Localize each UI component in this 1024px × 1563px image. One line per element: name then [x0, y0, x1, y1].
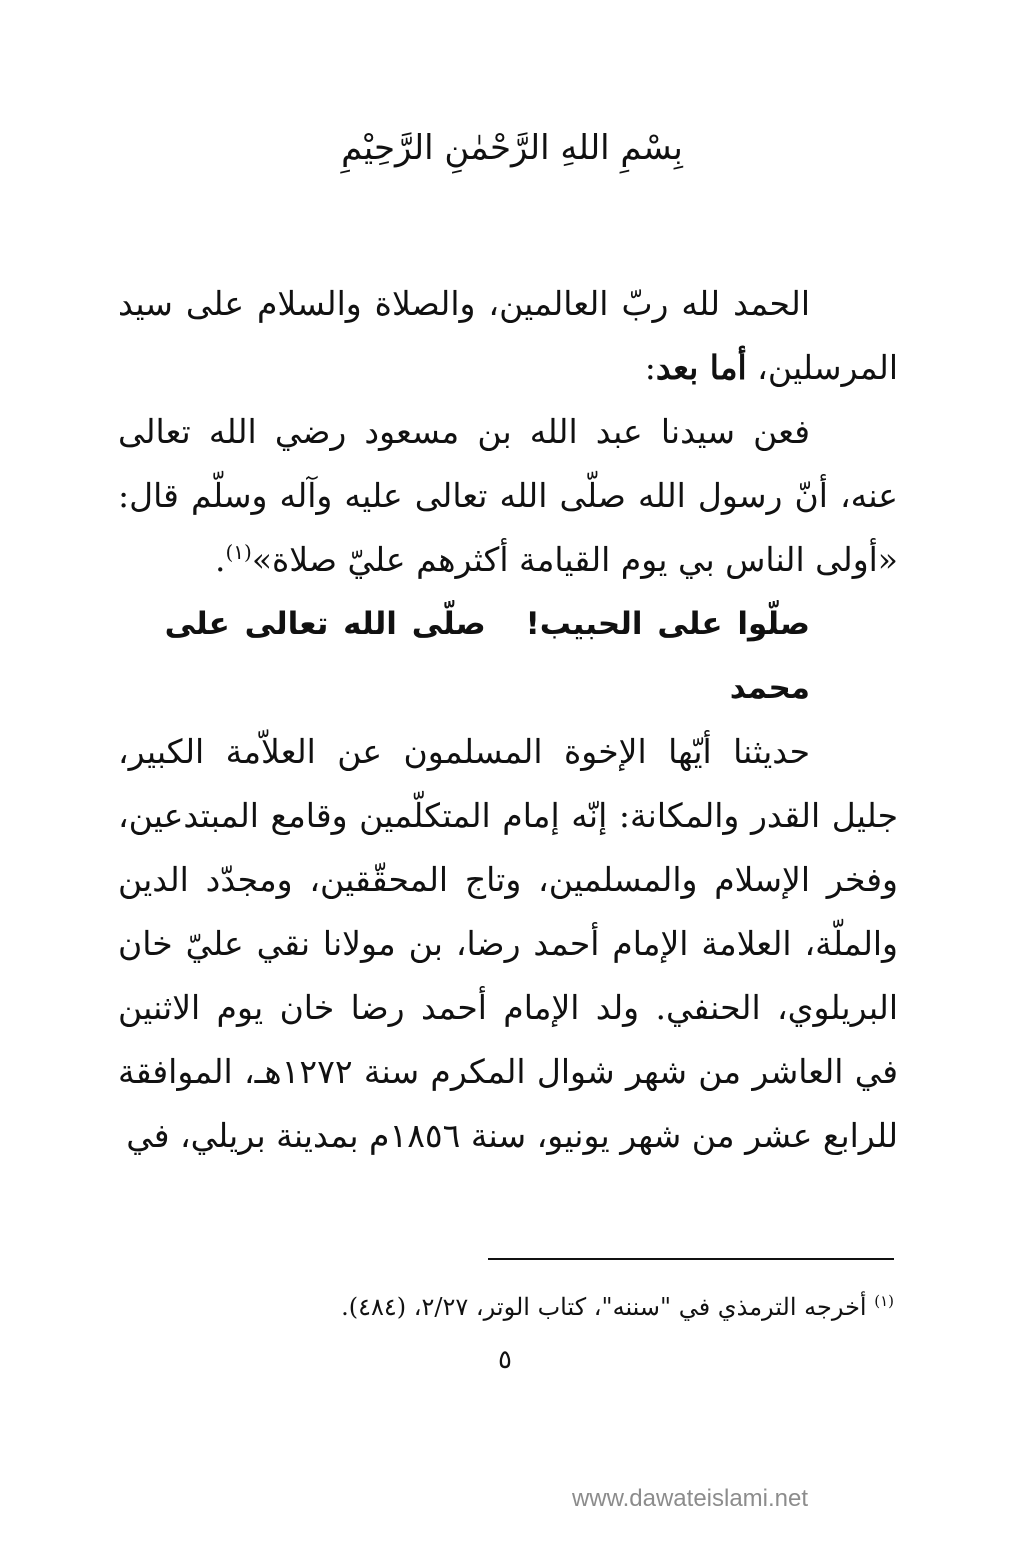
footnote-marker: (١): [874, 1292, 894, 1310]
hadith-text: فعن سيدنا عبد الله بن مسعود رضي الله تعالى عنه، أنّ رسول الله صلّى الله تعالى عليه وآله وسلّم قال: «أولى الناس بي يوم القيامة أكثرهم عليّ صلاة»: [118, 412, 898, 579]
footnote: [118, 1290, 894, 1324]
website-watermark: www.dawateislami.net: [571, 1485, 809, 1512]
body-paragraph: حديثنا أيّها الإخوة المسلمون عن العلاّمة الكبير، جليل القدر والمكانة: إنّه إمام المتكلّمين وقامع المبتدعين، وفخر الإسلام والمسلمين، وتاج المحقّقين، ومجدّد الدين والملّة، العلامة الإمام أحمد رضا، بن مولانا نقي عليّ خان البريلوي، الحنفي. ولد الإمام أحمد رضا خان يوم الاثنين في العاشر من شهر شوال المكرم سنة ١٢٧٢هـ، الموافقة للرابع عشر من شهر يونيو، سنة ١٨٥٦م بمدينة بريلي، في: [118, 732, 898, 1155]
hadith-end: .: [214, 540, 226, 579]
intro-bold: أما بعد: [655, 348, 747, 387]
main-text: [118, 272, 898, 1168]
heading-part-1: صلّوا على الحبيب!: [525, 606, 810, 642]
basmala-calligraphy: بِسْمِ اللهِ الرَّحْمٰنِ الرَّحِيْمِ: [341, 128, 683, 168]
page-number: ٥: [498, 1345, 512, 1375]
intro-paragraph: [118, 272, 898, 400]
footnote-divider: [488, 1258, 894, 1260]
heading-part-2: صلّى الله تعالى على محمد: [164, 606, 810, 706]
section-heading: [118, 592, 898, 720]
footnote-text: أخرجه الترمذي في "سننه"، كتاب الوتر، ٢/٢٧، (٤٨٤).: [341, 1293, 875, 1321]
intro-colon: :: [644, 348, 656, 387]
footnote-reference[interactable]: (١): [225, 540, 252, 564]
hadith-paragraph: [118, 400, 898, 592]
intro-text: الحمد لله ربّ العالمين، والصلاة والسلام على سيد المرسلين،: [118, 284, 898, 387]
